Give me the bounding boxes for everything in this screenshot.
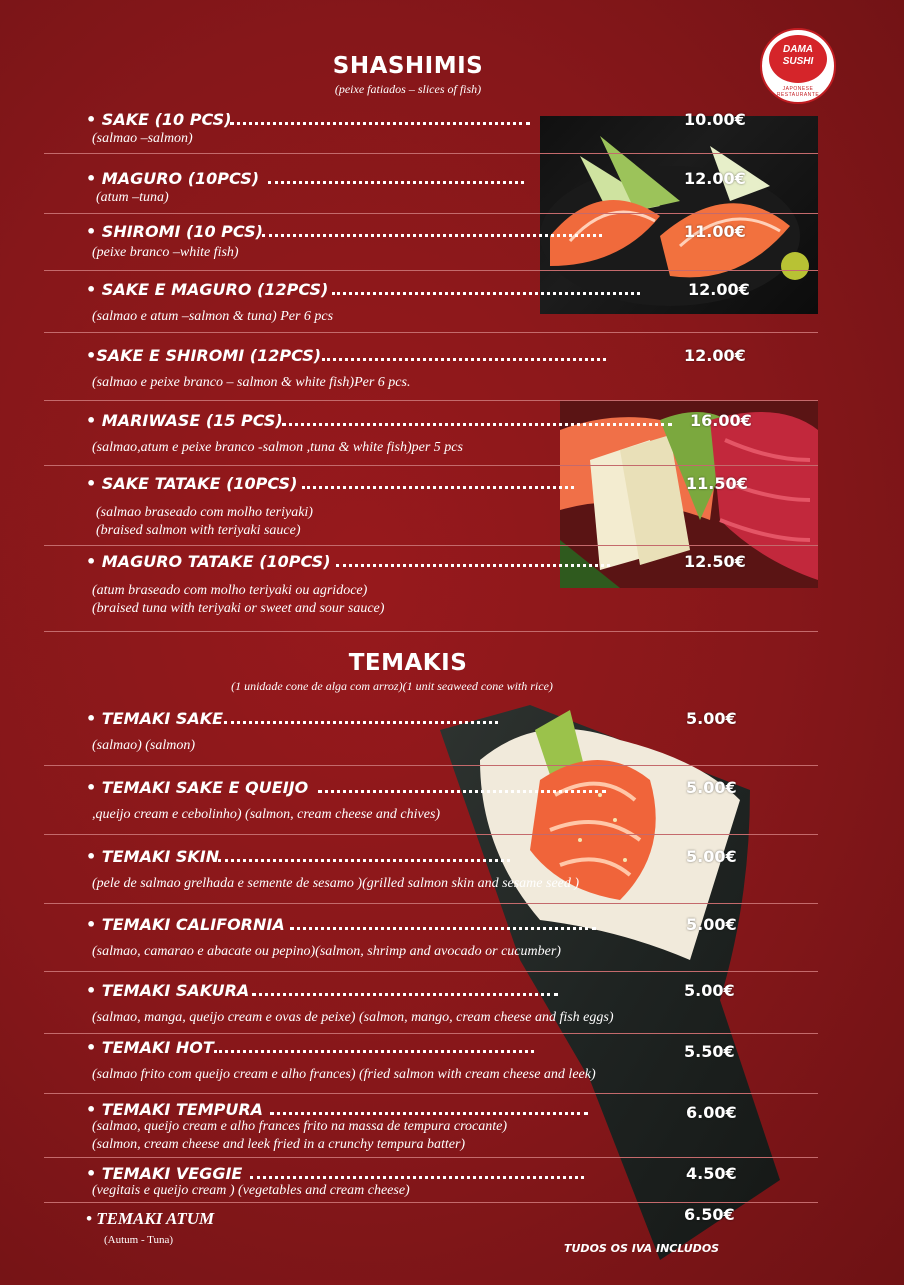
leader-dots	[250, 1169, 584, 1179]
item-description: (salmao –salmon)	[92, 131, 193, 146]
item-name: • SAKE TATAKE (10PCS)	[86, 474, 298, 493]
divider	[44, 971, 818, 972]
item-description: (salmao,atum e peixe branco -salmon ,tuna & white fish)per 5 pcs	[92, 440, 463, 455]
item-description: ,queijo cream e cebolinho) (salmon, cream cheese and chives)	[92, 807, 441, 822]
temakis-subtitle: (1 unidade cone de alga com arroz)(1 unit seaweed cone with rice)	[231, 679, 553, 693]
divider	[44, 1202, 818, 1203]
item-description: (salmao) (salmon)	[92, 738, 196, 753]
item-name: • TEMAKI TEMPURA	[86, 1100, 264, 1119]
item-price: 12.00€	[684, 346, 746, 365]
logo-line2: SUSHI	[782, 56, 814, 67]
item-description: (Autum - Tuna)	[104, 1234, 174, 1246]
item-price: 5.00€	[686, 709, 737, 728]
divider	[44, 400, 818, 401]
item-price: 12.00€	[684, 169, 746, 188]
leader-dots	[218, 852, 510, 862]
item-price: 5.50€	[684, 1042, 735, 1061]
item-name: • MARIWASE (15 PCS)	[86, 411, 283, 430]
leader-dots	[336, 557, 610, 567]
divider	[44, 765, 818, 766]
divider	[44, 903, 818, 904]
item-name: • TEMAKI SAKE	[86, 709, 224, 728]
shashimis-title: SHASHIMIS	[332, 53, 484, 79]
leader-dots	[262, 227, 602, 237]
leader-dots	[214, 1043, 534, 1053]
leader-dots	[224, 714, 498, 724]
leader-dots	[290, 920, 596, 930]
divider	[44, 213, 818, 214]
item-price: 16.00€	[690, 411, 752, 430]
item-description: (salmao e atum –salmon & tuna) Per 6 pcs	[92, 309, 334, 324]
item-name: • TEMAKI SAKURA	[86, 981, 250, 1000]
item-price: 5.00€	[684, 981, 735, 1000]
divider	[44, 153, 818, 154]
item-description: (salmao e peixe branco – salmon & white fish)Per 6 pcs.	[92, 375, 411, 390]
temakis-title: TEMAKIS	[348, 650, 468, 676]
divider	[44, 1093, 818, 1094]
divider	[44, 545, 818, 546]
item-description: (salmao braseado com molho teriyaki)	[96, 505, 313, 520]
item-price: 5.00€	[686, 847, 737, 866]
item-name: • MAGURO TATAKE (10PCS)	[86, 552, 331, 571]
item-name: • TEMAKI ATUM	[86, 1209, 215, 1228]
leader-dots	[282, 416, 672, 426]
divider	[44, 631, 818, 632]
item-price: 12.00€	[688, 280, 750, 299]
item-name: • SAKE E MAGURO (12PCS)	[86, 280, 329, 299]
item-name: • MAGURO (10PCS)	[86, 169, 260, 188]
item-description: (atum –tuna)	[96, 190, 169, 205]
leader-dots	[252, 986, 558, 996]
item-description: (atum braseado com molho teriyaki ou agridoce)	[92, 583, 368, 598]
leader-dots	[230, 115, 530, 125]
leader-dots	[268, 174, 524, 184]
leader-dots	[270, 1105, 588, 1115]
item-description: (salmao, camarao e abacate ou pepino)(salmon, shrimp and avocado or cucumber)	[92, 944, 561, 959]
item-price: 4.50€	[686, 1164, 737, 1183]
item-description: (salmao, manga, queijo cream e ovas de peixe) (salmon, mango, cream cheese and fish eggs)	[92, 1010, 614, 1025]
item-price: 11.00€	[684, 222, 746, 241]
item-name: • TEMAKI SAKE E QUEIJO	[86, 778, 309, 797]
item-name: • TEMAKI SKIN	[86, 847, 220, 866]
item-description: (peixe branco –white fish)	[92, 245, 239, 260]
item-price: 11.50€	[686, 474, 748, 493]
item-description-2: (braised salmon with teriyaki sauce)	[96, 523, 301, 538]
divider	[44, 465, 818, 466]
divider	[44, 1033, 818, 1034]
leader-dots	[332, 285, 640, 295]
leader-dots	[302, 479, 574, 489]
item-name: • SHIROMI (10 PCS)	[86, 222, 263, 241]
tax-note: TUDOS OS IVA INCLUDOS	[564, 1242, 720, 1255]
item-description-2: (braised tuna with teriyaki or sweet and sour sauce)	[92, 601, 385, 616]
item-name: • TEMAKI HOT	[86, 1038, 214, 1057]
divider	[44, 332, 818, 333]
item-name: •SAKE E SHIROMI (12PCS)	[86, 346, 322, 365]
item-name: • SAKE (10 PCS)	[86, 110, 232, 129]
logo-line3: JAPONESE RESTAURANTE	[776, 86, 820, 98]
item-description: (salmao, queijo cream e alho frances frito na massa de tempura crocante)	[92, 1119, 508, 1134]
item-name: • TEMAKI CALIFORNIA	[86, 915, 285, 934]
leader-dots	[318, 783, 606, 793]
item-description: (pele de salmao grelhada e semente de sesamo )(grilled salmon skin and sesame seed )	[92, 876, 580, 891]
item-price: 5.00€	[686, 915, 737, 934]
item-description-2: (salmon, cream cheese and leek fried in a crunchy tempura batter)	[92, 1137, 466, 1152]
item-description: (vegitais e queijo cream ) (vegetables and cream cheese)	[92, 1183, 410, 1198]
divider	[44, 1157, 818, 1158]
item-price: 5.00€	[686, 778, 737, 797]
item-name: • TEMAKI VEGGIE	[86, 1164, 243, 1183]
item-description: (salmao frito com queijo cream e alho frances) (fried salmon with cream cheese and leek)	[92, 1067, 596, 1082]
leader-dots	[322, 351, 606, 361]
item-price: 6.50€	[684, 1205, 735, 1224]
shashimis-subtitle: (peixe fatiados – slices of fish)	[334, 82, 482, 96]
divider	[44, 834, 818, 835]
item-price: 6.00€	[686, 1103, 737, 1122]
item-price: 12.50€	[684, 552, 746, 571]
item-price: 10.00€	[684, 110, 746, 129]
logo-line1: DAMA	[783, 44, 813, 55]
divider	[44, 270, 818, 271]
